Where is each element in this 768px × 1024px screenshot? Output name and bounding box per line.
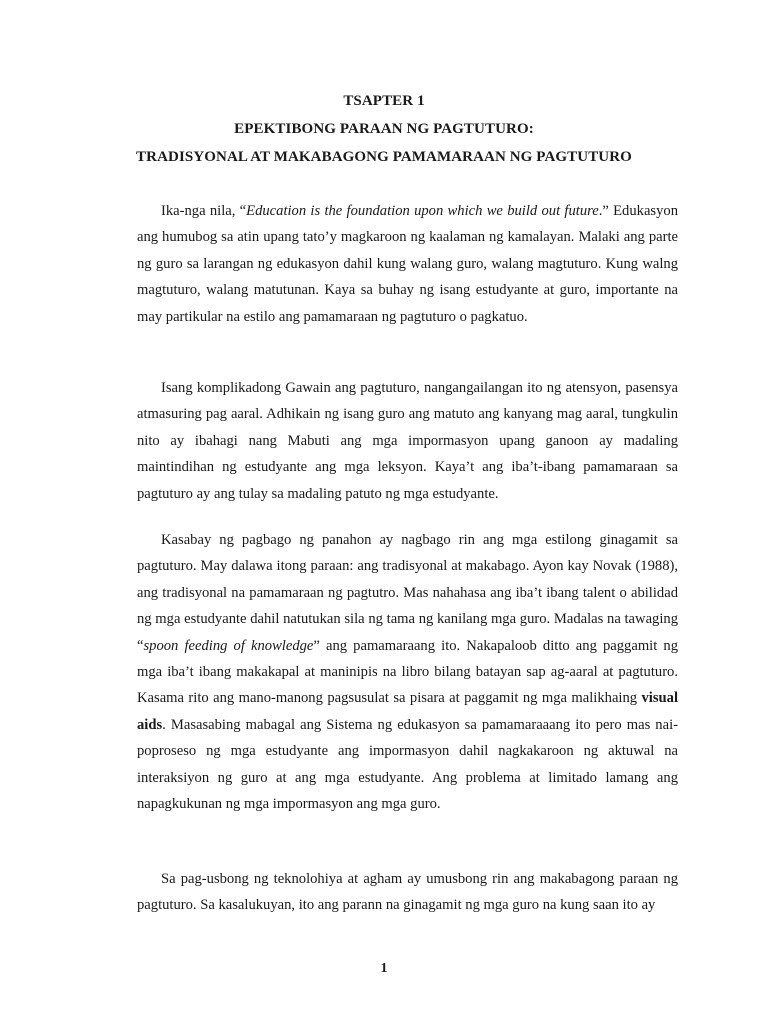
paragraph-3-part-3: . Masasabing mabagal ang Sistema ng edukasyon sa pamamaraaang ito pero mas nai-poproseso ng mga estudyante ang impormasyon dahil nagkakaroon ng aktuwal na interaksiyon ng guro at ang mga estudyante. Ang problema at limitado lamang ang napagkukunan ng mga impormasyon ang mga guro.: [137, 716, 678, 813]
paragraph-2-text: Isang komplikadong Gawain ang pagtuturo, nangangailangan ito ng atensyon, pasensya atmasuring pag aaral. Adhikain ng isang guro ang matuto ang kanyang mag aaral, tungkulin nito ay ibahagi nang Mabuti ang mga impormasyon upang ganoon ay madaling maintindihan ng estudyante ang mga leksyon. Kaya’t ang iba’t-ibang pamamaraan sa pagtuturo ay ang tulay sa madaling patuto ng mga estudyante.: [137, 380, 678, 502]
title-line-1: EPEKTIBONG PARAAN NG PAGTUTURO:: [234, 121, 534, 137]
paragraph-3-bold: visual aids: [137, 690, 678, 733]
chapter-label: TSAPTER 1: [343, 93, 425, 109]
paragraph-4-text: Sa pag-usbong ng teknolohiya at agham ay umusbong rin ang makabagong paraan ng pagtuturo. Sa kasalukuyan, ito ang parann na ginagamit ng mga guro na kung saan ito ay: [137, 871, 678, 914]
paragraph-3-part-2: ” ang pamamaraang ito. Nakapaloob ditto ang paggamit ng mga iba’t ibang makakapal at maninipis na libro bilang batayan sap ag-aaral at pagtuturo. Kasama rito ang mano-manong pagsusulat sa pisara at paggamit ng mga malikhaing: [137, 637, 678, 707]
paragraph-3-italic: spoon feeding of knowledge: [143, 637, 314, 654]
paragraph-4: [137, 866, 678, 919]
paragraph-1-rest: .” Edukasyon ang humubog sa atin upang tato’y magkaroon ng kaalaman ng kamalayan. Malaki ang parte ng guro sa larangan ng edukasyon dahil kung walang guro, walang magtuturo. Kung walng magtuturo, walang matutunan. Kaya sa buhay ng isang estudyante at guro, importante na may partikular na estilo ang pamamaraan ng pagtuturo o pagkatuo.: [137, 203, 678, 325]
paragraph-1-quote: Education is the foundation upon which we build out future: [246, 203, 599, 219]
paragraph-3-part-1: Kasabay ng pagbago ng panahon ay nagbago rin ang mga estilong ginagamit sa pagtuturo. May dalawa itong paraan: ang tradisyonal at makabago. Ayon kay Novak (1988), ang tradisyonal na pamamaraan ng pagtutro. Mas nahahasa ang iba’t ibang talent o abilidad ng mga estudyante dahil natutukan sila ng tama ng kanilang mga guro. Madalas na tawaging “: [137, 532, 678, 654]
page-number: 1: [380, 961, 388, 976]
paragraph-2: [137, 375, 678, 507]
title-line-2: TRADISYONAL AT MAKABAGONG PAMAMARAAN NG PAGTUTURO: [136, 149, 632, 165]
paragraph-3: [137, 527, 678, 817]
paragraph-1: [137, 198, 678, 330]
paragraph-1-intro: Ika-nga nila, “: [161, 203, 247, 219]
